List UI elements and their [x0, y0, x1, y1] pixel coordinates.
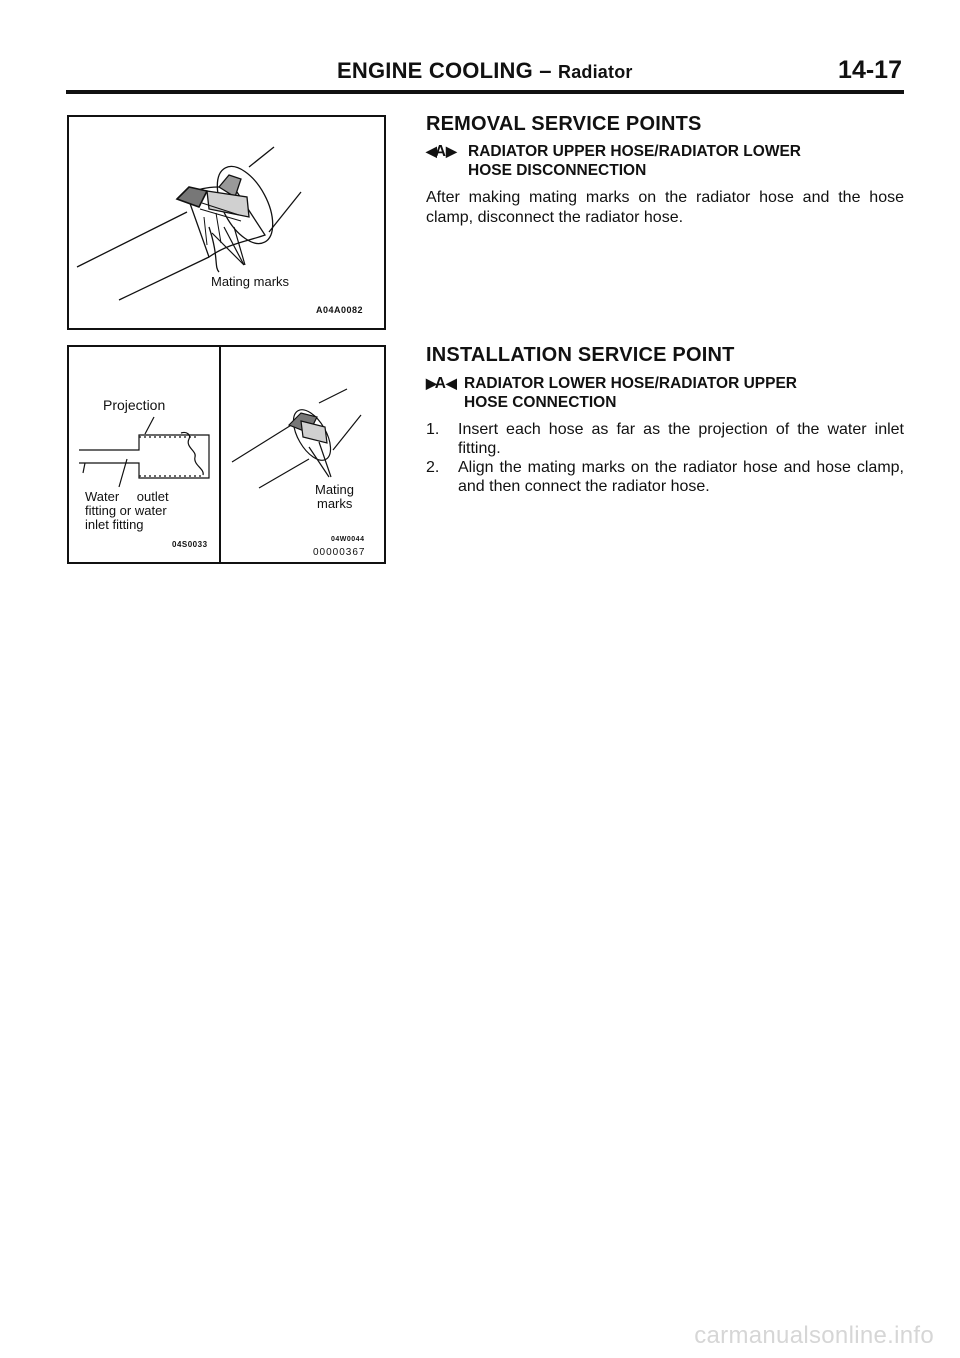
step-item — [426, 420, 904, 458]
header-title — [337, 58, 633, 84]
mating-marks-label: Mating marks — [211, 274, 290, 289]
page-number: 14-17 — [838, 56, 902, 84]
installation-marker — [426, 374, 464, 412]
header-section: ENGINE COOLING — [337, 58, 533, 83]
marker-letter: A — [434, 375, 446, 392]
fitting-label-line3: inlet fitting — [85, 517, 144, 532]
step-item — [426, 458, 904, 496]
marker-left-arrow: ◀ — [445, 375, 455, 391]
fitting-label-line1: Water outlet — [85, 489, 169, 504]
marker-left-arrow: ◀ — [426, 143, 435, 159]
step-text: Align the mating marks on the radiator hose and hose clamp, and then connect the radiator hose. — [458, 459, 904, 495]
removal-subtitle — [426, 142, 896, 180]
header-separator: – — [539, 58, 552, 83]
step-number: 1. — [426, 421, 440, 438]
installation-subtitle-line2: HOSE CONNECTION — [464, 394, 617, 411]
removal-subtitle-line2: HOSE DISCONNECTION — [468, 162, 647, 179]
marker-right-arrow: ▶ — [426, 375, 435, 391]
installation-subtitle-line1: RADIATOR LOWER HOSE/RADIATOR UPPER — [464, 375, 797, 392]
figure1-code: A04A0082 — [316, 305, 364, 315]
fitting-label-line2: fitting or water — [85, 503, 167, 518]
step-text: Insert each hose as far as the projection of the water inlet fitting. — [458, 421, 904, 457]
installation-subtitle — [426, 374, 896, 412]
mating-label-line1: Mating — [315, 482, 355, 497]
footer-watermark: carmanualsonline.info — [694, 1322, 934, 1349]
figure-hose-connection — [67, 345, 386, 564]
projection-label: Projection — [103, 397, 166, 413]
figure2-right-code-small: 04W0044 — [331, 536, 365, 543]
removal-body: After making mating marks on the radiator hose and the hose clamp, disconnect the radiator hose. — [426, 189, 904, 226]
removal-marker — [426, 142, 468, 180]
step-number: 2. — [426, 459, 440, 476]
figure-hose-clamp-mating-marks — [67, 115, 386, 330]
figure2-right-code: 00000367 — [313, 547, 366, 558]
hose-clamp-illustration — [69, 117, 384, 328]
marker-letter: A — [434, 143, 446, 160]
installation-steps — [426, 420, 904, 496]
removal-title: REMOVAL SERVICE POINTS — [426, 113, 702, 135]
mating-label-line2: marks — [317, 496, 353, 511]
figure2-left-code: 04S0033 — [172, 540, 208, 549]
removal-subtitle-line1: RADIATOR UPPER HOSE/RADIATOR LOWER — [468, 143, 801, 160]
marker-right-arrow: ▶ — [445, 143, 455, 159]
header-subsection: Radiator — [558, 62, 633, 82]
header-divider — [66, 90, 904, 94]
installation-title: INSTALLATION SERVICE POINT — [426, 344, 735, 366]
